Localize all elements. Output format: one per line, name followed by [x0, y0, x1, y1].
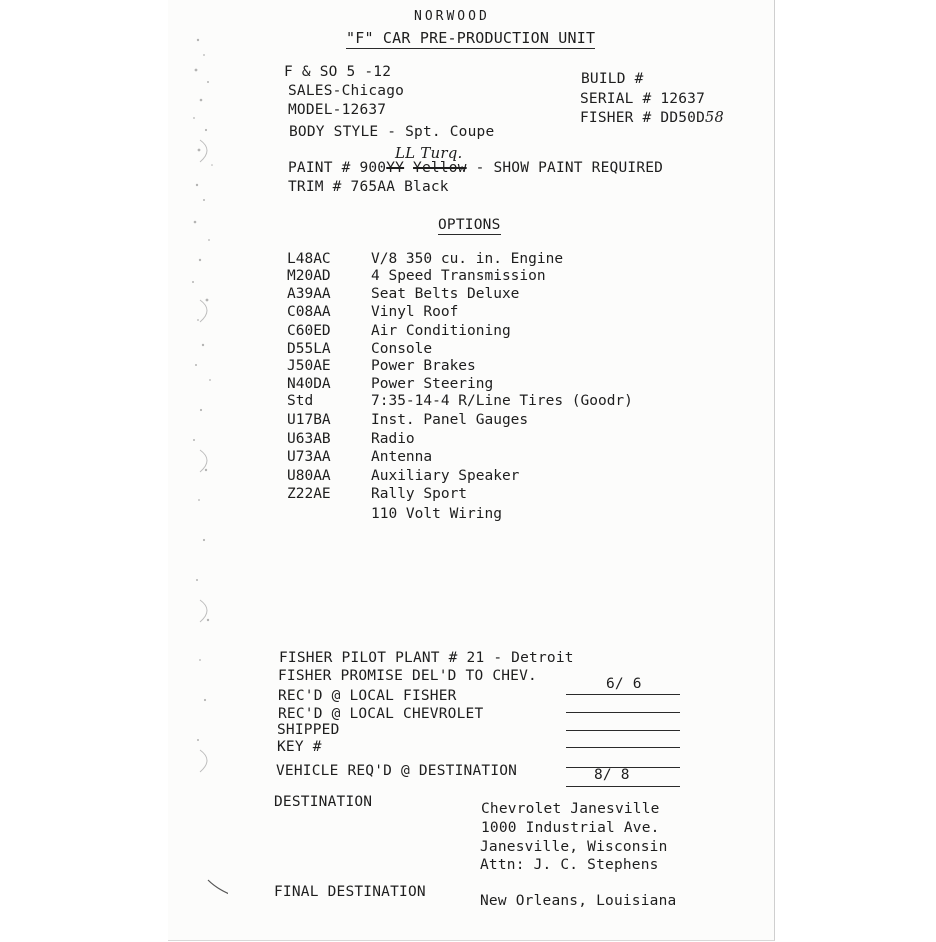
promise-delivery-value: 6/ 6 [606, 676, 642, 692]
destination-label: DESTINATION [274, 794, 373, 810]
option-code: U73AA [287, 449, 331, 465]
option-row [287, 304, 687, 321]
paint-struck-color: Yellow [413, 160, 467, 176]
shipped-label: SHIPPED [277, 722, 340, 738]
option-description: Rally Sport [371, 486, 468, 502]
options-heading [438, 217, 501, 233]
option-code: Z22AE [287, 486, 331, 502]
option-code: C60ED [287, 323, 331, 339]
option-description: 110 Volt Wiring [371, 506, 502, 522]
option-row [287, 468, 687, 485]
option-row [287, 486, 687, 503]
promise-delivery-label: FISHER PROMISE DEL'D TO CHEV. [278, 668, 537, 684]
key-label: KEY # [277, 739, 322, 755]
build-number: BUILD # [581, 71, 644, 87]
option-description: Vinyl Roof [371, 304, 459, 320]
local-fisher-label: REC'D @ LOCAL FISHER [278, 688, 457, 704]
option-code: U17BA [287, 412, 331, 428]
serial-number: SERIAL # 12637 [580, 91, 706, 107]
option-row [287, 431, 687, 448]
option-code: L48AC [287, 251, 331, 267]
paint-label: PAINT # 900 [288, 160, 387, 176]
option-code: D55LA [287, 341, 331, 357]
final-destination-label: FINAL DESTINATION [274, 884, 426, 900]
option-row [287, 376, 687, 393]
shipped-line [566, 747, 680, 748]
option-row [287, 286, 687, 303]
fisher-number-value: DD50D [660, 110, 706, 126]
paint-struck-code: YY [386, 160, 405, 176]
body-style: BODY STYLE - Spt. Coupe [289, 124, 495, 140]
destination-line-3: Janesville, Wisconsin [480, 839, 668, 855]
fso-number: F & SO 5 -12 [284, 64, 392, 80]
option-row [287, 323, 687, 340]
option-row [287, 268, 687, 285]
option-description: Antenna [371, 449, 433, 465]
binding-edge-speckles [168, 0, 228, 920]
local-chevrolet-label: REC'D @ LOCAL CHEVROLET [278, 706, 484, 722]
destination-line-2: 1000 Industrial Ave. [481, 820, 660, 836]
option-code: U80AA [287, 468, 331, 484]
document-title [346, 29, 595, 47]
option-description: Air Conditioning [371, 323, 511, 339]
destination-line-4: Attn: J. C. Stephens [480, 857, 659, 873]
option-code: Std [287, 393, 314, 409]
options-heading-text: OPTIONS [438, 217, 501, 233]
option-code: A39AA [287, 286, 331, 302]
option-description: 4 Speed Transmission [371, 268, 546, 284]
option-description: Power Brakes [371, 358, 476, 374]
document-title-text: "F" CAR PRE-PRODUCTION UNIT [346, 29, 596, 47]
vehicle-required-label: VEHICLE REQ'D @ DESTINATION [276, 763, 518, 779]
vehicle-required-line [566, 786, 680, 787]
option-row [287, 412, 687, 429]
paint-note: - SHOW PAINT REQUIRED [475, 160, 664, 176]
option-row [287, 251, 687, 268]
option-description: 7:35-14-4 R/Line Tires (Goodr) [371, 393, 633, 409]
option-description: V/8 350 cu. in. Engine [371, 251, 564, 267]
model-number: MODEL-12637 [288, 102, 387, 118]
option-row [287, 358, 687, 375]
promise-delivery-line [566, 694, 680, 695]
option-row [287, 341, 687, 358]
option-row [287, 506, 687, 523]
trim-line: TRIM # 765AA Black [288, 179, 449, 195]
option-description: Radio [371, 431, 415, 447]
fisher-number-handwritten: 58 [705, 110, 724, 126]
vehicle-required-value: 8/ 8 [594, 767, 630, 783]
option-description: Inst. Panel Gauges [371, 412, 529, 428]
local-fisher-line [566, 712, 680, 713]
destination-line-1: Chevrolet Janesville [481, 801, 660, 817]
option-description: Seat Belts Deluxe [371, 286, 520, 302]
option-code: M20AD [287, 268, 331, 284]
sales-office: SALES-Chicago [288, 83, 405, 99]
paint-handwritten-text: LL Turq. [395, 144, 463, 162]
local-chevrolet-line [566, 730, 680, 731]
option-row [287, 449, 687, 466]
option-code: C08AA [287, 304, 331, 320]
option-description: Console [371, 341, 433, 357]
option-code: J50AE [287, 358, 331, 374]
pilot-plant: FISHER PILOT PLANT # 21 - Detroit [279, 650, 574, 666]
option-code: U63AB [287, 431, 331, 447]
company-name: NORWOOD [414, 9, 490, 24]
final-destination-value: New Orleans, Louisiana [480, 893, 677, 909]
fisher-number-label: FISHER # [580, 110, 652, 126]
paint-line [288, 160, 663, 176]
option-description: Power Steering [371, 376, 494, 392]
option-description: Auxiliary Speaker [371, 468, 520, 484]
fisher-number [580, 110, 724, 126]
option-code: N40DA [287, 376, 331, 392]
option-row [287, 393, 687, 410]
